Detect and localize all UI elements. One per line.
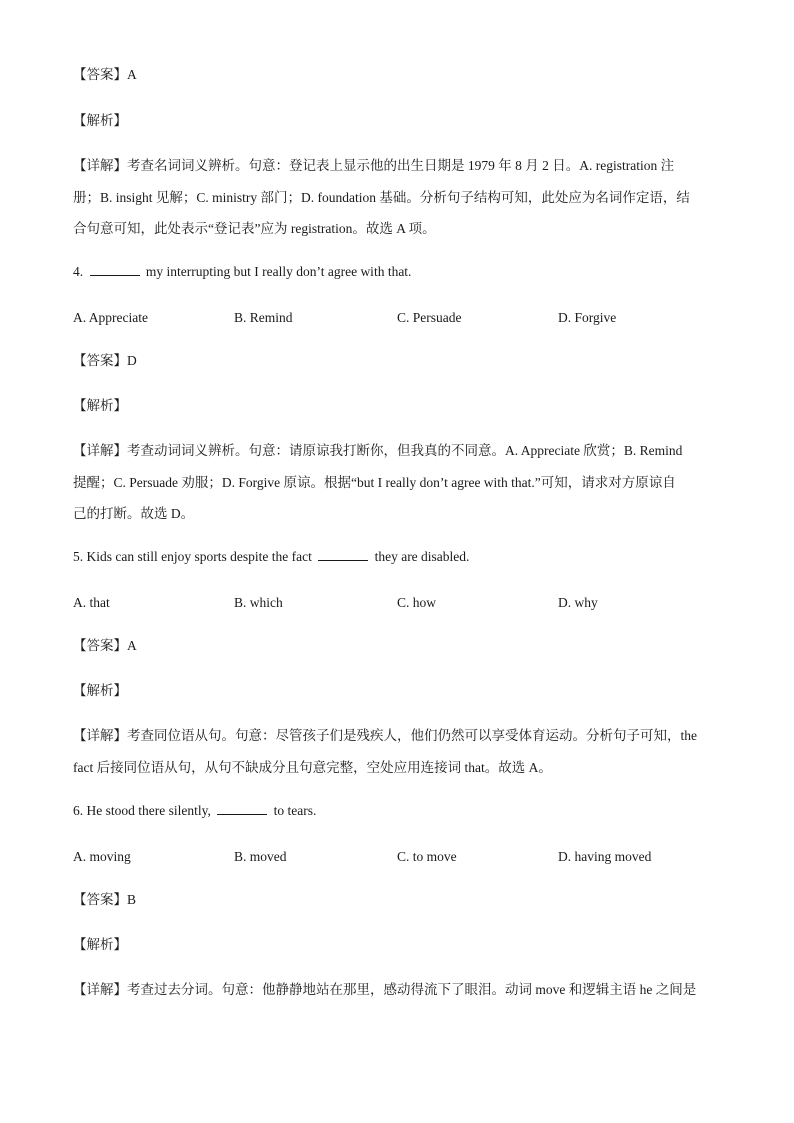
detail-line: 己的打断。故选 D。 [73, 506, 195, 521]
option-b: B. Remind [234, 310, 293, 325]
option-d: D. Forgive [558, 310, 617, 325]
detail-line: 册；B. insight 见解；C. ministry 部门；D. foundation 基础。分析句子结构可知，此处应为名词作定语，结 [73, 190, 690, 205]
option-c: C. to move [397, 849, 457, 864]
detail-line: 提醒；C. Persuade 劝服；D. Forgive 原谅。根据“but I really don’t agree with that.”可知，请求对方原谅自 [73, 475, 676, 490]
detail-line: 【详解】考查名词词义辨析。句意：登记表上显示他的出生日期是 1979 年 8 月 2 日。A. registration 注 [73, 158, 675, 173]
answer-blank [90, 263, 140, 276]
option-c: C. Persuade [397, 310, 462, 325]
question-6: 6. He stood there silently, to tears. [73, 803, 317, 818]
option-d: D. having moved [558, 849, 652, 864]
detail-line: fact 后接同位语从句，从句不缺成分且句意完整，空处应用连接词 that。故选 A。 [73, 760, 552, 775]
answer-blank [217, 802, 267, 815]
analysis-label: 【解析】 [73, 398, 127, 413]
answer-label: 【答案】A [73, 638, 137, 653]
detail-line: 合句意可知，此处表示“登记表”应为 registration。故选 A 项。 [73, 221, 436, 236]
detail-line: 【详解】考查同位语从句。句意：尽管孩子们是残疾人，他们仍然可以享受体育运动。分析句子可知，the [73, 728, 697, 743]
question-4: 4. my interrupting but I really don’t agree with that. [73, 264, 412, 279]
answer-label: 【答案】A [73, 67, 137, 82]
analysis-label: 【解析】 [73, 113, 127, 128]
option-d: D. why [558, 595, 598, 610]
option-b: B. which [234, 595, 283, 610]
option-a: A. Appreciate [73, 310, 148, 325]
option-b: B. moved [234, 849, 287, 864]
answer-label: 【答案】D [73, 353, 137, 368]
answer-blank [318, 548, 368, 561]
answer-label: 【答案】B [73, 892, 137, 907]
detail-line: 【详解】考查动词词义辨析。句意：请原谅我打断你，但我真的不同意。A. Appreciate 欣赏；B. Remind [73, 443, 683, 458]
detail-line: 【详解】考查过去分词。句意：他静静地站在那里，感动得流下了眼泪。动词 move 和逻辑主语 he 之间是 [73, 982, 697, 997]
question-5: 5. Kids can still enjoy sports despite the fact they are disabled. [73, 549, 470, 564]
analysis-label: 【解析】 [73, 683, 127, 698]
option-a: A. moving [73, 849, 131, 864]
option-c: C. how [397, 595, 437, 610]
analysis-label: 【解析】 [73, 937, 127, 952]
option-a: A. that [73, 595, 110, 610]
